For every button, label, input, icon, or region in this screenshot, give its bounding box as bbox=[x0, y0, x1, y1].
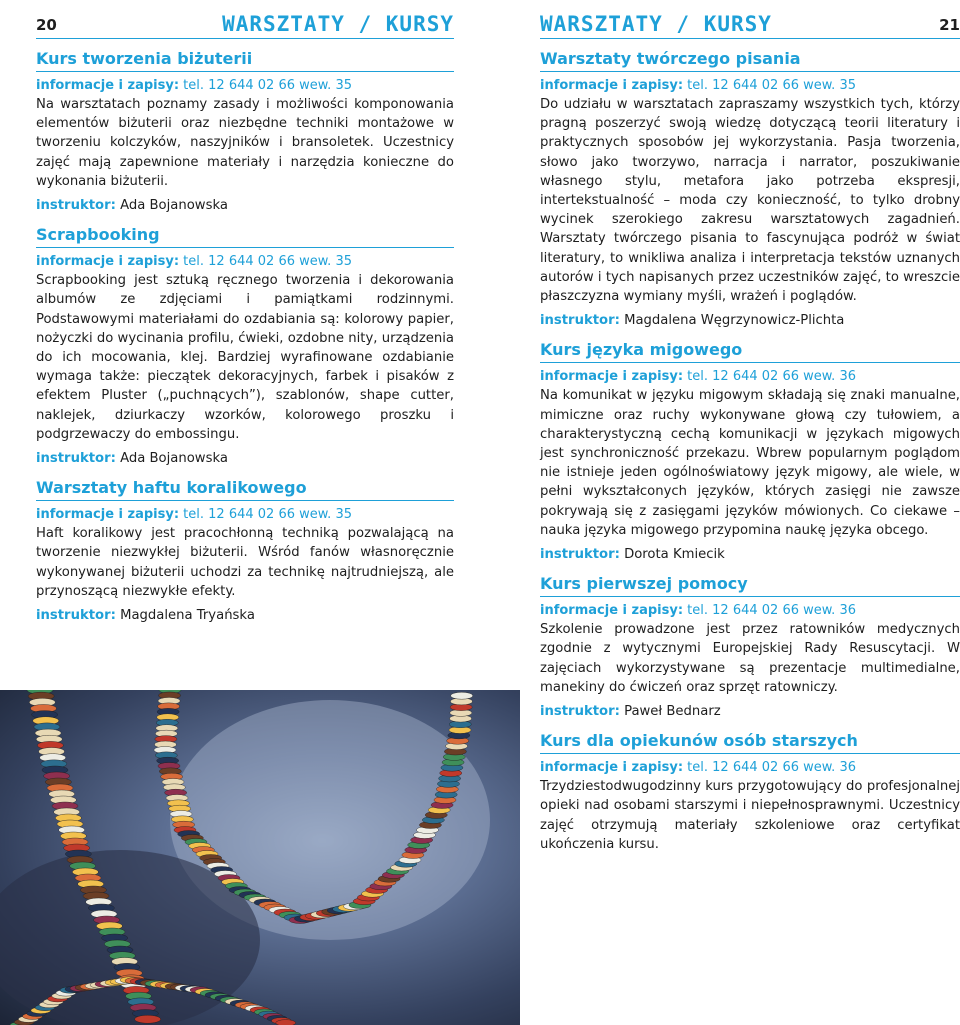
instructor-name: Ada Bojanowska bbox=[120, 451, 228, 467]
instructor-label: instruktor: bbox=[36, 451, 116, 467]
course-elderly-care bbox=[540, 731, 960, 854]
page-number: 21 bbox=[939, 16, 960, 34]
course-instructor bbox=[540, 702, 960, 721]
course-description: Na warsztatach poznamy zasady i możliwości komponowania elementów biżuterii oraz niezbędne techniki montażowe w tworzeniu kolczyków, naszyjników i bransoletek. Uczestnicy zajęć mają zapewnione materiały i narzędzia konieczne do wykonania biżuterii. bbox=[36, 97, 454, 189]
course-title: Kurs tworzenia biżuterii bbox=[36, 49, 454, 72]
right-page-header bbox=[540, 4, 960, 39]
info-label: informacje i zapisy: bbox=[540, 369, 684, 385]
course-creative-writing bbox=[540, 49, 960, 330]
left-page-header bbox=[36, 4, 454, 39]
page-number: 20 bbox=[36, 16, 57, 34]
info-label: informacje i zapisy: bbox=[540, 760, 684, 776]
instructor-name: Magdalena Węgrzynowicz-Plichta bbox=[624, 313, 845, 329]
info-phone: tel. 12 644 02 66 wew. 35 bbox=[687, 78, 856, 93]
info-label: informacje i zapisy: bbox=[36, 78, 180, 93]
info-label: informacje i zapisy: bbox=[540, 78, 684, 93]
info-label: informacje i zapisy: bbox=[36, 254, 180, 270]
necklace-illustration bbox=[0, 690, 520, 1025]
course-sign-language bbox=[540, 340, 960, 564]
course-info bbox=[36, 252, 454, 271]
left-page bbox=[36, 0, 454, 625]
course-description: Trzydziestodwugodzinny kurs przygotowujący do profesjonalnej opieki nad osobami starszymi i niepełnosprawnymi. Uczestnicy zajęć otrzymują materiały szkoleniowe oraz certyfikat ukończenia kursu. bbox=[540, 779, 960, 852]
course-description: Haft koralikowy jest pracochłonną techniką pozwalającą na tworzenie niezwykłej biżuterii. Wśród fanów własnoręcznie wykonywanej biżuterii uchodzi za technikę najtrudniejszą, ale przynoszącą niezwykłe efekty. bbox=[36, 526, 454, 599]
instructor-name: Magdalena Tryańska bbox=[120, 608, 255, 624]
instructor-label: instruktor: bbox=[540, 313, 620, 329]
course-info bbox=[540, 76, 960, 95]
bead bbox=[276, 1020, 296, 1025]
instructor-name: Ada Bojanowska bbox=[120, 198, 228, 214]
course-jewelry bbox=[36, 49, 454, 215]
info-phone: tel. 12 644 02 66 wew. 36 bbox=[687, 369, 856, 385]
course-info bbox=[540, 758, 960, 777]
info-label: informacje i zapisy: bbox=[540, 603, 684, 619]
info-phone: tel. 12 644 02 66 wew. 35 bbox=[183, 78, 352, 93]
course-title: Warsztaty haftu koralikowego bbox=[36, 478, 454, 501]
course-description: Do udziału w warsztatach zapraszamy wszystkich tych, którzy pragną poszerzyć swoją wiedzę dotyczącą teorii literatury i praktycznych sposobów jej wykorzystania. Pasja tworzenia, słowo jako tworzywo, narracja i narrator, poszukiwanie własnego stylu, metafora jako potrzeba ekspresji, intertekstualność – moda czy konieczność, to tylko drobny wycinek szerokiego zakresu warsztatowych zagadnień. Warsztaty twórczego pisania to fascynująca podróż w świat literatury, to wnikliwa analiza i interpretacja tekstów uznanych autorów i tych napisanych przez uczestników zajęć, to wreszcie płaszczyzna wymiany myśli, wrażeń i poglądów. bbox=[540, 97, 960, 305]
course-instructor bbox=[36, 449, 454, 468]
info-phone: tel. 12 644 02 66 wew. 35 bbox=[183, 254, 352, 270]
instructor-label: instruktor: bbox=[36, 608, 116, 624]
section-title: WARSZTATY / KURSY bbox=[222, 12, 454, 36]
course-description: Scrapbooking jest sztuką ręcznego tworzenia i dekorowania albumów ze zdjęciami i pamiątkami rodzinnymi. Podstawowymi materiałami do ozdabiania są: kolorowy papier, nożyczki do wycinania profilu, ćwieki, ozdobne nity, urządzenia do ich mocowania, klej. Bardziej wyrafinowane ozdabianie wymaga także: pieczątek dekoracyjnych, farbek i pisaków z efektem Pluster („puchnących”), szablonów, shape cutter, naklejek, dziurkaczy wzorków, kolorowego proszku i podgrzewaczy do embossingu. bbox=[36, 273, 454, 442]
right-page bbox=[540, 0, 960, 854]
instructor-label: instruktor: bbox=[36, 198, 116, 214]
beaded-necklace-photo bbox=[0, 690, 520, 1025]
course-title: Kurs języka migowego bbox=[540, 340, 960, 363]
instructor-name: Paweł Bednarz bbox=[624, 704, 721, 720]
course-title: Scrapbooking bbox=[36, 225, 454, 248]
course-instructor bbox=[36, 606, 454, 625]
info-phone: tel. 12 644 02 66 wew. 36 bbox=[687, 603, 856, 619]
course-info bbox=[36, 76, 454, 95]
course-instructor bbox=[540, 545, 960, 564]
bead bbox=[135, 1015, 161, 1023]
instructor-label: instruktor: bbox=[540, 547, 620, 563]
instructor-label: instruktor: bbox=[540, 704, 620, 720]
course-bead-embroidery bbox=[36, 478, 454, 625]
course-title: Warsztaty twórczego pisania bbox=[540, 49, 960, 72]
info-phone: tel. 12 644 02 66 wew. 36 bbox=[687, 760, 856, 776]
course-instructor bbox=[540, 311, 960, 330]
course-info bbox=[540, 367, 960, 386]
course-title: Kurs pierwszej pomocy bbox=[540, 574, 960, 597]
course-scrapbooking bbox=[36, 225, 454, 468]
info-phone: tel. 12 644 02 66 wew. 35 bbox=[183, 507, 352, 523]
bead bbox=[451, 692, 473, 699]
course-info bbox=[36, 505, 454, 524]
course-instructor bbox=[36, 196, 454, 215]
course-info bbox=[540, 601, 960, 620]
course-description: Szkolenie prowadzone jest przez ratowników medycznych zgodnie z wytycznymi Europejskiej Rady Resuscytacji. W zajęciach wykorzystywane są prezentacje multimedialne, manekiny do ćwiczeń oraz sprzęt ratowniczy. bbox=[540, 622, 960, 695]
course-first-aid bbox=[540, 574, 960, 721]
info-label: informacje i zapisy: bbox=[36, 507, 180, 523]
course-description: Na komunikat w języku migowym składają się znaki manualne, mimiczne oraz ruchy wykonywane głową czy tułowiem, a charakterystyczną cechą komunikacji w językach migowych jest synchroniczność przekazu. Wbrew popularnym poglądom nie istnieje jeden ogólnoświatowy język migowy, ale wiele, w pełni wykształconych języków, których zasięgi nie zawsze pokrywają się z zasięgami języków mówionych. Co ciekawe – nauka języka migowego przypomina naukę języka obcego. bbox=[540, 388, 960, 538]
course-title: Kurs dla opiekunów osób starszych bbox=[540, 731, 960, 754]
section-title: WARSZTATY / KURSY bbox=[540, 12, 772, 36]
instructor-name: Dorota Kmiecik bbox=[624, 547, 725, 563]
